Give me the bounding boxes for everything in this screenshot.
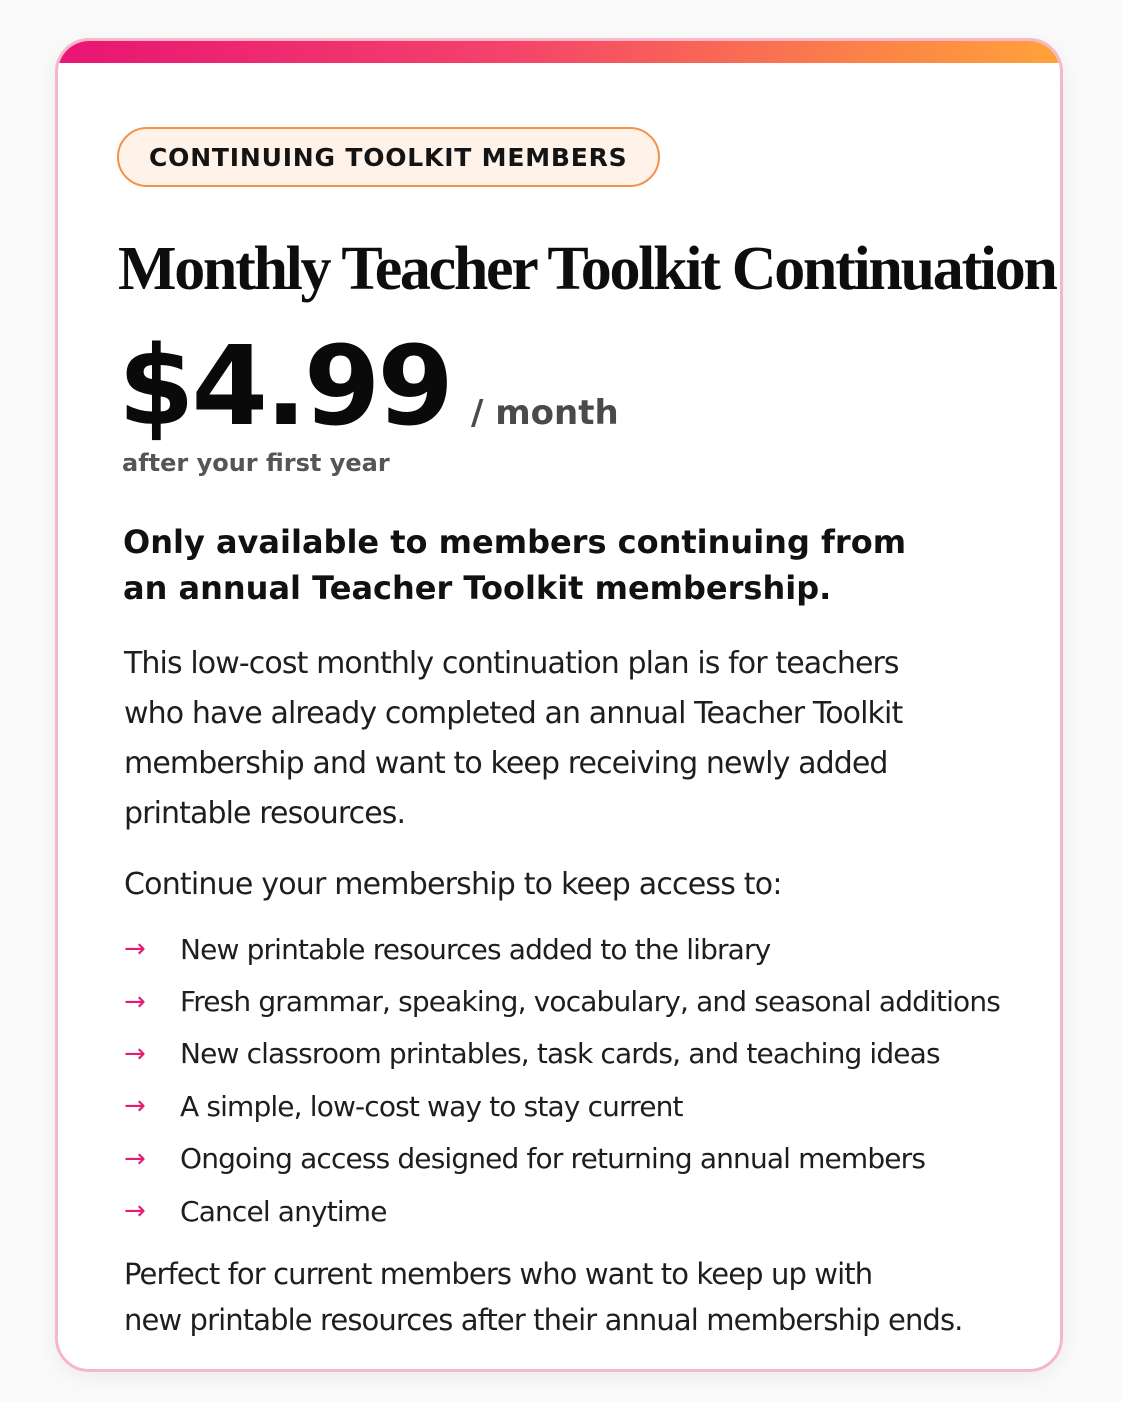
feature-text: A simple, low-cost way to stay current — [180, 1089, 683, 1123]
features-intro: Continue your membership to keep access to: — [124, 867, 782, 902]
feature-text: Cancel anytime — [180, 1194, 387, 1228]
arrow-right-icon: → — [124, 1091, 146, 1122]
feature-item — [124, 1028, 1000, 1080]
eligibility-line: Only available to members continuing from — [123, 523, 907, 561]
closing-line: Perfect for current members who want to keep up with — [124, 1257, 873, 1291]
plan-title: Monthly Teacher Toolkit Continuation — [118, 235, 1056, 303]
arrow-right-icon: → — [124, 1038, 146, 1069]
arrow-right-icon: → — [124, 986, 146, 1017]
description-line: printable resources. — [124, 796, 406, 831]
feature-item — [124, 1185, 1000, 1237]
feature-text: New classroom printables, task cards, and teaching ideas — [180, 1037, 940, 1071]
description-line: This low-cost monthly continuation plan is for teachers — [124, 646, 899, 681]
plan-badge: CONTINUING TOOLKIT MEMBERS — [117, 127, 660, 187]
feature-text: Ongoing access designed for returning annual members — [180, 1142, 926, 1176]
eligibility-line: an annual Teacher Toolkit membership. — [123, 569, 832, 607]
price-note: after your first year — [122, 449, 390, 477]
feature-text: Fresh grammar, speaking, vocabulary, and seasonal additions — [180, 985, 1000, 1019]
arrow-right-icon: → — [124, 934, 146, 965]
arrow-right-icon: → — [124, 1143, 146, 1174]
price-row — [118, 321, 619, 451]
feature-text: New printable resources added to the library — [180, 932, 771, 966]
price-period: / month — [470, 393, 619, 433]
gradient-accent-bar — [58, 41, 1060, 63]
feature-list — [124, 923, 1000, 1237]
feature-item — [124, 1133, 1000, 1185]
description-line: membership and want to keep receiving newly added — [124, 746, 888, 781]
feature-item — [124, 923, 1000, 975]
closing-line: new printable resources after their annual membership ends. — [124, 1303, 963, 1337]
arrow-right-icon: → — [124, 1196, 146, 1227]
pricing-card — [55, 38, 1063, 1372]
feature-item — [124, 1080, 1000, 1132]
description-line: who have already completed an annual Teacher Toolkit — [124, 696, 903, 731]
feature-item — [124, 975, 1000, 1027]
eligibility-note — [123, 519, 953, 611]
plan-description — [124, 639, 1004, 839]
closing-note — [124, 1251, 1004, 1343]
price-amount: $4.99 — [118, 322, 451, 450]
